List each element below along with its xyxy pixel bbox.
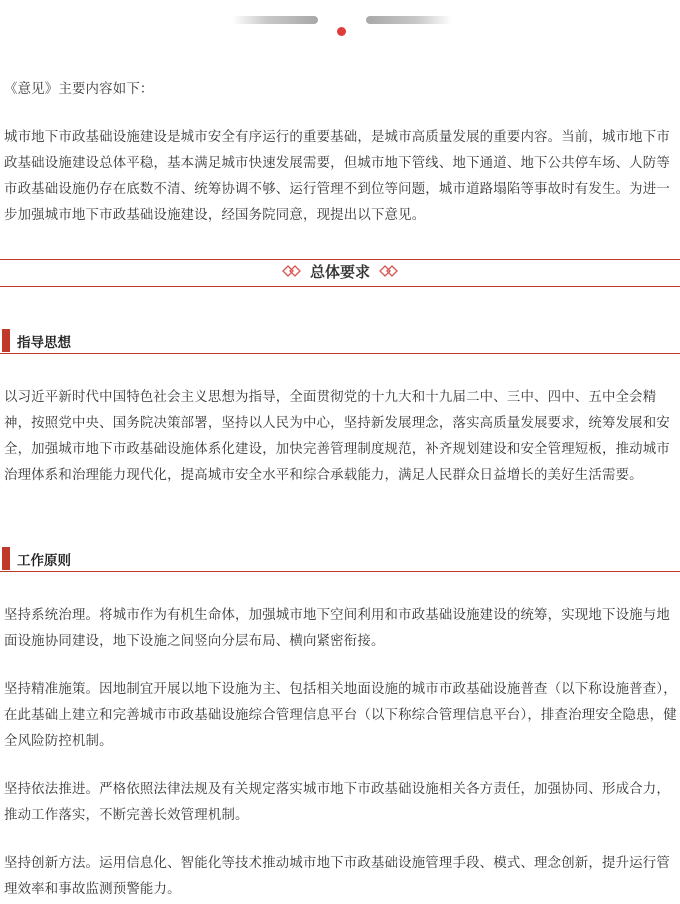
subheading-label: 工作原则 [17, 553, 71, 569]
ornament-bar-left [232, 16, 318, 24]
double-diamond-left-icon [282, 265, 304, 277]
principle-paragraph: 坚持创新方法。运用信息化、智能化等技术推动城市地下市政基础设施管理手段、模式、理念创新，提升运行管理效率和事故监测预警能力。 [4, 856, 670, 897]
subheading-marker [2, 547, 10, 570]
intro-text: 《意见》主要内容如下： [4, 82, 154, 97]
subheading-marker [2, 329, 10, 352]
background-paragraph: 城市地下市政基础设施建设是城市安全有序运行的重要基础，是城市高质量发展的重要内容。当前，城市地下市政基础设施建设总体平稳，基本满足城市快速发展需要，但城市地下管线、地下通道、地下公共停车场、人防等市政基础设施仍存在底数不清、统筹协调不够、运行管理不到位等问题，城市道路塌陷等事故时有发生。为进一步加强城市地下市政基础设施建设，经国务院同意，现提出以下意见。 [4, 130, 670, 223]
section-title-text: 总体要求 [309, 262, 370, 281]
principle-paragraph: 坚持依法推进。严格依照法律法规及有关规定落实城市地下市政基础设施相关各方责任，加强协同、形成合力，推动工作落实，不断完善长效管理机制。 [4, 782, 670, 823]
double-diamond-right-icon [376, 265, 398, 277]
top-ornament [0, 0, 680, 44]
principle-paragraph: 坚持系统治理。将城市作为有机生命体，加强城市地下空间利用和市政基础设施建设的统筹，实现地下设施与地面设施协同建设，地下设施之间竖向分层布局、横向紧密衔接。 [4, 608, 670, 649]
ornament-dot [337, 27, 346, 36]
ornament-bar-right [366, 16, 452, 24]
section-title [0, 258, 680, 284]
principle-paragraph: 坚持精准施策。因地制宜开展以地下设施为主、包括相关地面设施的城市市政基础设施普查（以下称设施普查），在此基础上建立和完善城市市政基础设施综合管理信息平台（以下称综合管理信息平台），排查治理安全隐患，健全风险防控机制。 [4, 682, 677, 749]
subheading-principles [0, 545, 680, 572]
guiding-paragraph: 以习近平新时代中国特色社会主义思想为指导，全面贯彻党的十九大和十九届二中、三中、四中、五中全会精神，按照党中央、国务院决策部署，坚持以人民为中心，坚持新发展理念，落实高质量发展要求，统筹发展和安全，加强城市地下市政基础设施体系化建设，加快完善管理制度规范，补齐规划建设和安全管理短板，推动城市治理体系和治理能力现代化，提高城市安全水平和综合承载能力，满足人民群众日益增长的美好生活需要。 [4, 390, 670, 483]
subheading-label: 指导思想 [17, 335, 71, 351]
subheading-guiding [0, 327, 680, 354]
section-divider-bottom [0, 286, 680, 287]
